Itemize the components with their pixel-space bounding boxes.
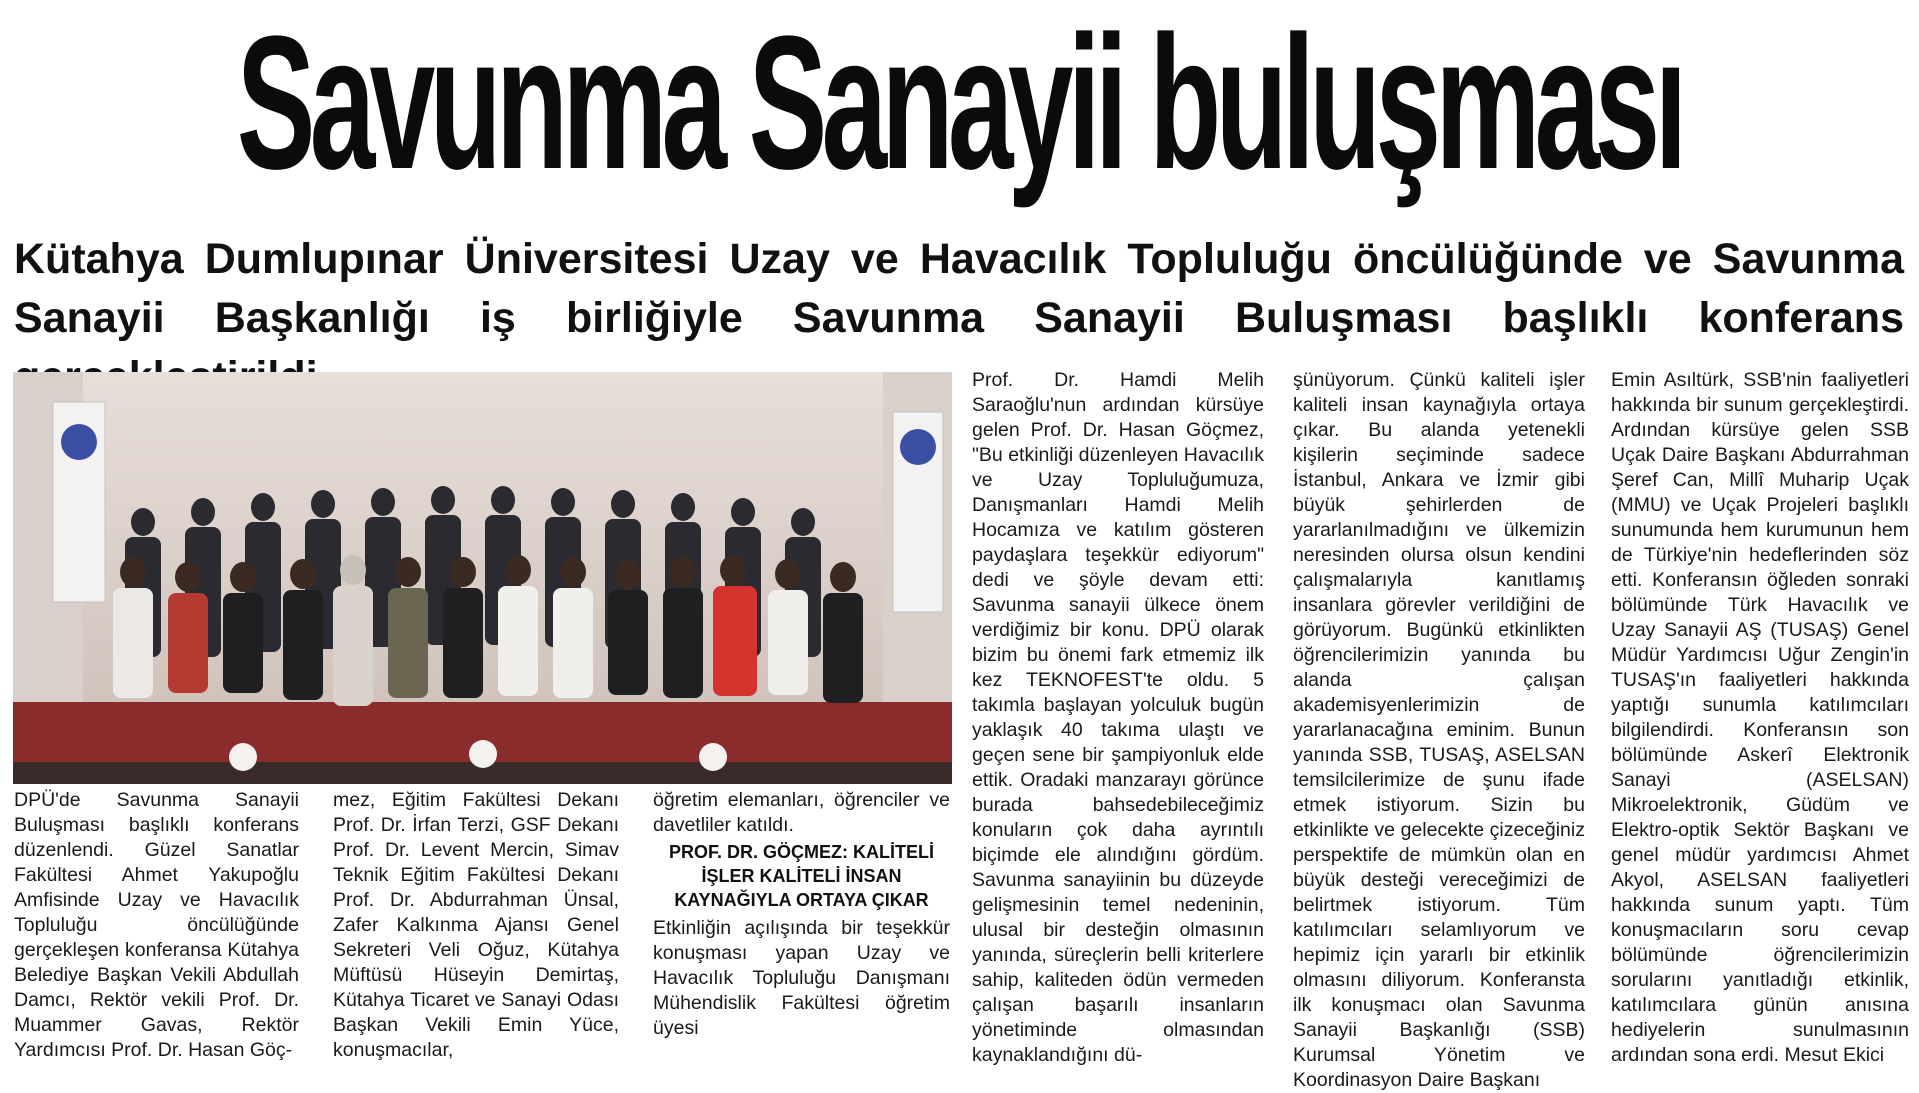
column-text: Emin Asıltürk, SSB'nin faaliyetleri hakkında bir sunum gerçekleştirdi. Ardından kürsüye gelen SSB Uçak Daire Başkanı Abdurrahman Şeref Can, Millî Muharip Uçak (MMU) ve Uçak Projeleri başlıklı sunumunda hem kurumunun hem de Türkiye'nin hedeflerinden söz etti. Konferansın öğleden sonraki bölümünde Türk Havacılık ve Uzay Sanayii AŞ (TUSAŞ) Genel Müdür Yardımcısı Uğur Zengin'in TUSAŞ'ın faaliyetleri hakkında yaptığı sunumla katılımcıları bilgilendirdi. Konferansın son bölümünde Askerî Elektronik Sanayi (ASELSAN) Mikroelektronik, Güdüm ve Elektro-optik Sektör Başkanı ve genel müdür yardımcısı Ahmet Akyol, ASELSAN faaliyetleri hakkında sunum yaptı. Tüm konuşmacıların soru cevap bölümünde öğrencilerimizin sorularını yanıtladığı etkinlik, katılımcılara günün anısına hediyelerin sunulmasının ardından sona erdi. Mesut Ekici [1611, 369, 1909, 1066]
group-photo [13, 372, 952, 784]
group-photo-icon [13, 372, 952, 784]
article-column-2 [333, 788, 619, 1061]
article-column-6 [1611, 368, 1909, 1066]
headline [0, 0, 1919, 209]
column-text: öğretim elemanları, öğrenciler ve davetliler katıldı. [653, 789, 950, 836]
headline-text: Savunma Sanayii buluşması [237, 0, 1682, 209]
column-text: DPÜ'de Savunma Sanayii Buluşması başlıklı konferans düzenlendi. Güzel Sanatlar Fakültesi Ahmet Yakupoğlu Amfisinde Uzay ve Havacılık Topluluğu öncülüğünde gerçekleşen konferansa Kütahya Belediye Başkan Vekili Abdullah Damcı, Rektör vekili Prof. Dr. Muammer Gavas, Rektör Yardımcısı Prof. Dr. Hasan Göç- [14, 789, 299, 1061]
subheading: PROF. DR. GÖÇMEZ: KALİTELİ İŞLER KALİTELİ İNSAN KAYNAĞIYLA ORTAYA ÇIKAR [669, 842, 934, 910]
article-column-1 [14, 788, 299, 1061]
column-text: şünüyorum. Çünkü kaliteli işler kaliteli insan kaynağıyla ortaya çıkar. Bu alanda yetenekli kişilerin seçiminde sadece İstanbul, Ankara ve İzmir gibi büyük şehirlerden de yararlanılmadığını ve ülkemizin neresinden olursa olsun kendini çalışmalarıyla kanıtlamış insanlara görevler verildiğini de görüyorum. Bugünkü etkinlikten öğrencilerimizin yanında bu alanda çalışan akademisyenlerimizin de yararlanacağına eminim. Bunun yanında SSB, TUSAŞ, ASELSAN temsilcilerimize de şunu ifade etmek istiyorum. Sizin bu etkinlikte ve gelecekte çizeceğiniz perspektife de mümkün olan en büyük desteği vereceğimizi de belirtmek istiyorum. Tüm katılımcıları selamlıyorum ve hepimiz için yararlı bir etkinlik olmasını diliyorum. Konferansta ilk konuşmacı olan Savunma Sanayii Başkanlığı (SSB) Kurumsal Yönetim ve Koordinasyon Daire Başkanı [1293, 369, 1585, 1091]
column-text: Prof. Dr. Hamdi Melih Saraoğlu'nun ardından kürsüye gelen Prof. Dr. Hasan Göçmez, "Bu etkinliği düzenleyen Havacılık ve Uzay Topluluğumuza, Danışmanları Hamdi Melih Hocamıza ve katılım gösteren paydaşlara teşekkür ediyorum" dedi ve şöyle devam etti: Savunma sanayii ülkece önem verdiğimiz bir konu. DPÜ olarak bizim bu önemi fark etmemiz ilk kez TEKNOFEST'te oldu. 5 takımla başlayan yolculuk bugün yaklaşık 40 takıma ulaştı ve geçen sene bir şampiyonluk elde ettik. Oradaki manzarayı görünce burada bahsedebileceğimiz konuların çok daha ayrıntılı biçimde ele alındığını gördüm. Savunma sanayiinin bu düzeyde gelişmesinin temel nedeninin, ulusal bir desteğin olmasının yanında, süreçlerin belli kriterlere sahip, kaliteden ödün vermeden çalışan başarılı insanların yönetiminde olmasından kaynaklandığını dü- [972, 369, 1264, 1066]
article-column-4 [972, 368, 1264, 1066]
article-column-3 [653, 788, 950, 1050]
article-column-5 [1293, 368, 1585, 1091]
column-text: mez, Eğitim Fakültesi Dekanı Prof. Dr. İrfan Terzi, GSF Dekanı Prof. Dr. Levent Mercin, Simav Teknik Eğitim Fakültesi Dekanı Prof. Dr. Abdurrahman Ünsal, Zafer Kalkınma Ajansı Genel Sekreteri Veli Oğuz, Kütahya Müftüsü Hüseyin Demirtaş, Kütahya Ticaret ve Sanayi Odası Başkan Vekili Emin Yüce, konuşmacılar, [333, 789, 619, 1061]
article-deck: Kütahya Dumlupınar Üniversitesi Uzay ve Havacılık Topluluğu öncülüğünde ve Savunma Sanayii Başkanlığı iş birliğiyle Savunma Sanayii Buluşması başlıklı konferans [14, 235, 1904, 342]
column-text: Etkinliğin açılışında bir teşekkür konuşması yapan Uzay ve Havacılık Topluluğu Danışmanı Mühendislik Fakültesi öğretim üyesi [653, 917, 950, 1039]
